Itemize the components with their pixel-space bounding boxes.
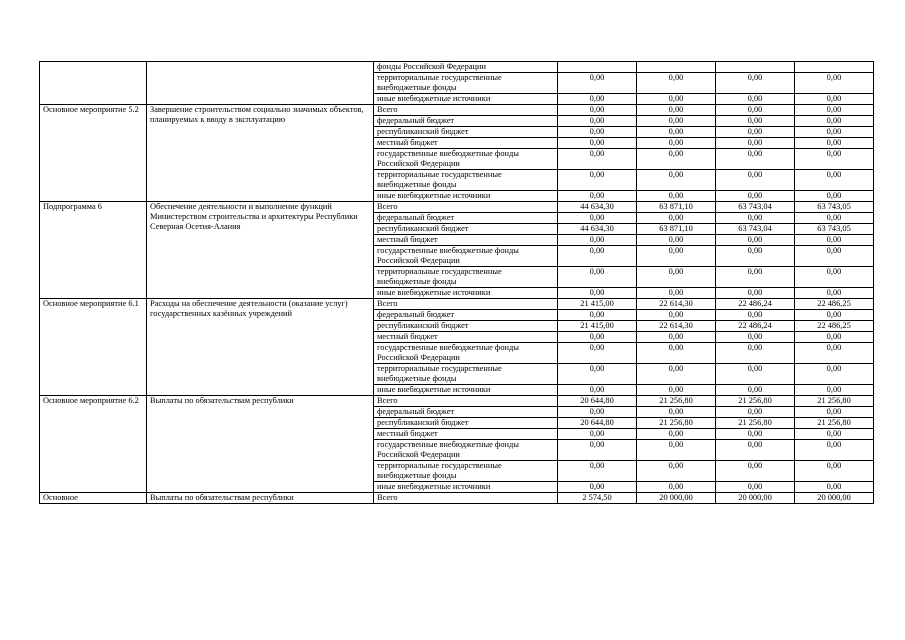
amount-cell-year-3: 21 256,80 — [716, 418, 795, 429]
amount-cell-year-3: 0,00 — [716, 73, 795, 94]
funding-source-cell: иные внебюджетные источники — [374, 191, 558, 202]
amount-cell-year-1: 0,00 — [558, 94, 637, 105]
amount-cell-year-1: 0,00 — [558, 267, 637, 288]
amount-cell-year-1: 0,00 — [558, 235, 637, 246]
amount-cell-year-1: 0,00 — [558, 429, 637, 440]
amount-cell-year-4: 0,00 — [795, 149, 874, 170]
amount-cell-year-1: 0,00 — [558, 105, 637, 116]
amount-cell-year-4: 0,00 — [795, 105, 874, 116]
table-row — [40, 202, 874, 213]
amount-cell-year-4: 0,00 — [795, 235, 874, 246]
amount-cell-year-3 — [716, 62, 795, 73]
amount-cell-year-3: 0,00 — [716, 235, 795, 246]
amount-cell-year-2: 63 871,10 — [637, 224, 716, 235]
amount-cell-year-2: 0,00 — [637, 94, 716, 105]
amount-cell-year-1: 21 415,00 — [558, 321, 637, 332]
funding-source-cell: территориальные государственные внебюджетные фонды — [374, 267, 558, 288]
program-name-cell — [147, 62, 374, 105]
amount-cell-year-2: 20 000,00 — [637, 493, 716, 504]
amount-cell-year-2: 0,00 — [637, 440, 716, 461]
amount-cell-year-4: 0,00 — [795, 440, 874, 461]
amount-cell-year-2: 0,00 — [637, 246, 716, 267]
amount-cell-year-1: 0,00 — [558, 407, 637, 418]
amount-cell-year-3: 0,00 — [716, 127, 795, 138]
amount-cell-year-4: 21 256,80 — [795, 418, 874, 429]
funding-source-cell: федеральный бюджет — [374, 213, 558, 224]
amount-cell-year-4 — [795, 62, 874, 73]
funding-source-cell: фонды Российской Федерации — [374, 62, 558, 73]
amount-cell-year-2: 0,00 — [637, 332, 716, 343]
amount-cell-year-3: 0,00 — [716, 385, 795, 396]
amount-cell-year-4: 0,00 — [795, 429, 874, 440]
amount-cell-year-3: 0,00 — [716, 246, 795, 267]
amount-cell-year-2: 0,00 — [637, 170, 716, 191]
program-label-cell: Основное мероприятие 5.2 — [40, 105, 147, 202]
amount-cell-year-1: 0,00 — [558, 170, 637, 191]
amount-cell-year-1: 0,00 — [558, 73, 637, 94]
funding-source-cell: республиканский бюджет — [374, 321, 558, 332]
amount-cell-year-2: 0,00 — [637, 116, 716, 127]
funding-source-cell: государственные внебюджетные фонды Российской Федерации — [374, 149, 558, 170]
amount-cell-year-1: 20 644,80 — [558, 396, 637, 407]
funding-source-cell: республиканский бюджет — [374, 418, 558, 429]
amount-cell-year-2: 63 871,10 — [637, 202, 716, 213]
amount-cell-year-2: 0,00 — [637, 235, 716, 246]
amount-cell-year-4: 22 486,25 — [795, 299, 874, 310]
amount-cell-year-2: 0,00 — [637, 138, 716, 149]
amount-cell-year-4: 0,00 — [795, 332, 874, 343]
amount-cell-year-2: 0,00 — [637, 127, 716, 138]
amount-cell-year-3: 0,00 — [716, 407, 795, 418]
funding-source-cell: республиканский бюджет — [374, 224, 558, 235]
funding-source-cell: территориальные государственные внебюджетные фонды — [374, 364, 558, 385]
funding-source-cell: территориальные государственные внебюджетные фонды — [374, 73, 558, 94]
amount-cell-year-1: 0,00 — [558, 213, 637, 224]
amount-cell-year-3: 22 486,24 — [716, 321, 795, 332]
amount-cell-year-1: 0,00 — [558, 246, 637, 267]
amount-cell-year-4: 0,00 — [795, 343, 874, 364]
funding-source-cell: федеральный бюджет — [374, 310, 558, 321]
amount-cell-year-4: 0,00 — [795, 310, 874, 321]
financing-table-body — [40, 62, 874, 504]
funding-source-cell: Всего — [374, 105, 558, 116]
funding-source-cell: федеральный бюджет — [374, 407, 558, 418]
program-label-cell: Подпрограмма 6 — [40, 202, 147, 299]
amount-cell-year-2: 0,00 — [637, 310, 716, 321]
amount-cell-year-1: 0,00 — [558, 138, 637, 149]
amount-cell-year-2: 0,00 — [637, 364, 716, 385]
funding-source-cell: республиканский бюджет — [374, 127, 558, 138]
amount-cell-year-4: 0,00 — [795, 116, 874, 127]
funding-source-cell: Всего — [374, 202, 558, 213]
program-name-cell: Выплаты по обязательствам республики — [147, 396, 374, 493]
amount-cell-year-1: 0,00 — [558, 482, 637, 493]
funding-source-cell: Всего — [374, 396, 558, 407]
funding-source-cell: государственные внебюджетные фонды Российской Федерации — [374, 343, 558, 364]
amount-cell-year-2: 0,00 — [637, 267, 716, 288]
program-label-cell — [40, 62, 147, 105]
amount-cell-year-4: 0,00 — [795, 461, 874, 482]
amount-cell-year-1 — [558, 62, 637, 73]
amount-cell-year-3: 0,00 — [716, 310, 795, 321]
amount-cell-year-4: 0,00 — [795, 407, 874, 418]
amount-cell-year-3: 63 743,04 — [716, 224, 795, 235]
amount-cell-year-2: 0,00 — [637, 73, 716, 94]
amount-cell-year-1: 20 644,80 — [558, 418, 637, 429]
funding-source-cell: местный бюджет — [374, 138, 558, 149]
amount-cell-year-3: 0,00 — [716, 213, 795, 224]
amount-cell-year-1: 0,00 — [558, 116, 637, 127]
amount-cell-year-3: 0,00 — [716, 288, 795, 299]
amount-cell-year-2: 0,00 — [637, 482, 716, 493]
amount-cell-year-3: 21 256,80 — [716, 396, 795, 407]
amount-cell-year-4: 0,00 — [795, 213, 874, 224]
funding-source-cell: местный бюджет — [374, 332, 558, 343]
funding-source-cell: Всего — [374, 299, 558, 310]
amount-cell-year-4: 0,00 — [795, 482, 874, 493]
amount-cell-year-4: 0,00 — [795, 288, 874, 299]
program-name-cell: Обеспечение деятельности и выполнение функций Министерством строительства и архитектуры Республики Северная Осетия-Алания — [147, 202, 374, 299]
amount-cell-year-4: 0,00 — [795, 94, 874, 105]
amount-cell-year-3: 0,00 — [716, 170, 795, 191]
table-row — [40, 62, 874, 73]
amount-cell-year-1: 0,00 — [558, 310, 637, 321]
funding-source-cell: территориальные государственные внебюджетные фонды — [374, 170, 558, 191]
amount-cell-year-4: 63 743,05 — [795, 224, 874, 235]
amount-cell-year-3: 20 000,00 — [716, 493, 795, 504]
amount-cell-year-2: 0,00 — [637, 343, 716, 364]
amount-cell-year-1: 0,00 — [558, 385, 637, 396]
amount-cell-year-3: 22 486,24 — [716, 299, 795, 310]
amount-cell-year-2: 0,00 — [637, 213, 716, 224]
amount-cell-year-2: 21 256,80 — [637, 418, 716, 429]
amount-cell-year-3: 0,00 — [716, 482, 795, 493]
amount-cell-year-1: 44 634,30 — [558, 224, 637, 235]
amount-cell-year-4: 20 000,00 — [795, 493, 874, 504]
program-label-cell: Основное мероприятие 6.2 — [40, 396, 147, 493]
amount-cell-year-1: 0,00 — [558, 461, 637, 482]
amount-cell-year-3: 63 743,04 — [716, 202, 795, 213]
amount-cell-year-1: 21 415,00 — [558, 299, 637, 310]
amount-cell-year-2: 0,00 — [637, 429, 716, 440]
amount-cell-year-3: 0,00 — [716, 440, 795, 461]
amount-cell-year-2: 22 614,30 — [637, 321, 716, 332]
amount-cell-year-2: 0,00 — [637, 191, 716, 202]
amount-cell-year-1: 2 574,50 — [558, 493, 637, 504]
amount-cell-year-2 — [637, 62, 716, 73]
amount-cell-year-2: 0,00 — [637, 288, 716, 299]
program-name-cell: Завершение строительством социально значимых объектов, планируемых к вводу в эксплуатацию — [147, 105, 374, 202]
amount-cell-year-1: 0,00 — [558, 440, 637, 461]
funding-source-cell: федеральный бюджет — [374, 116, 558, 127]
amount-cell-year-3: 0,00 — [716, 267, 795, 288]
amount-cell-year-1: 0,00 — [558, 127, 637, 138]
table-row — [40, 299, 874, 310]
amount-cell-year-1: 0,00 — [558, 149, 637, 170]
amount-cell-year-3: 0,00 — [716, 429, 795, 440]
funding-source-cell: государственные внебюджетные фонды Российской Федерации — [374, 440, 558, 461]
amount-cell-year-3: 0,00 — [716, 364, 795, 385]
amount-cell-year-4: 0,00 — [795, 364, 874, 385]
amount-cell-year-3: 0,00 — [716, 343, 795, 364]
amount-cell-year-3: 0,00 — [716, 105, 795, 116]
funding-source-cell: иные внебюджетные источники — [374, 288, 558, 299]
amount-cell-year-3: 0,00 — [716, 138, 795, 149]
funding-source-cell: иные внебюджетные источники — [374, 482, 558, 493]
amount-cell-year-1: 0,00 — [558, 332, 637, 343]
funding-source-cell: Всего — [374, 493, 558, 504]
amount-cell-year-2: 22 614,30 — [637, 299, 716, 310]
amount-cell-year-2: 0,00 — [637, 149, 716, 170]
amount-cell-year-2: 0,00 — [637, 105, 716, 116]
table-row — [40, 105, 874, 116]
amount-cell-year-4: 0,00 — [795, 138, 874, 149]
amount-cell-year-2: 0,00 — [637, 461, 716, 482]
funding-source-cell: государственные внебюджетные фонды Российской Федерации — [374, 246, 558, 267]
funding-source-cell: иные внебюджетные источники — [374, 94, 558, 105]
program-label-cell: Основное мероприятие 6.1 — [40, 299, 147, 396]
amount-cell-year-4: 0,00 — [795, 191, 874, 202]
amount-cell-year-1: 0,00 — [558, 364, 637, 385]
amount-cell-year-1: 0,00 — [558, 191, 637, 202]
amount-cell-year-4: 0,00 — [795, 127, 874, 138]
amount-cell-year-1: 44 634,30 — [558, 202, 637, 213]
amount-cell-year-3: 0,00 — [716, 461, 795, 482]
amount-cell-year-2: 21 256,80 — [637, 396, 716, 407]
amount-cell-year-4: 21 256,80 — [795, 396, 874, 407]
amount-cell-year-3: 0,00 — [716, 149, 795, 170]
amount-cell-year-4: 0,00 — [795, 267, 874, 288]
amount-cell-year-4: 63 743,05 — [795, 202, 874, 213]
amount-cell-year-1: 0,00 — [558, 343, 637, 364]
amount-cell-year-4: 0,00 — [795, 246, 874, 267]
funding-source-cell: местный бюджет — [374, 429, 558, 440]
table-row — [40, 396, 874, 407]
funding-source-cell: территориальные государственные внебюджетные фонды — [374, 461, 558, 482]
amount-cell-year-2: 0,00 — [637, 385, 716, 396]
funding-source-cell: местный бюджет — [374, 235, 558, 246]
amount-cell-year-4: 0,00 — [795, 170, 874, 191]
amount-cell-year-1: 0,00 — [558, 288, 637, 299]
funding-source-cell: иные внебюджетные источники — [374, 385, 558, 396]
financing-table — [39, 61, 874, 504]
amount-cell-year-3: 0,00 — [716, 332, 795, 343]
amount-cell-year-3: 0,00 — [716, 191, 795, 202]
amount-cell-year-3: 0,00 — [716, 94, 795, 105]
program-name-cell: Расходы на обеспечение деятельности (оказание услуг) государственных казённых учреждений — [147, 299, 374, 396]
program-label-cell: Основное — [40, 493, 147, 504]
amount-cell-year-3: 0,00 — [716, 116, 795, 127]
amount-cell-year-2: 0,00 — [637, 407, 716, 418]
program-name-cell: Выплаты по обязательствам республики — [147, 493, 374, 504]
amount-cell-year-4: 0,00 — [795, 385, 874, 396]
amount-cell-year-4: 0,00 — [795, 73, 874, 94]
amount-cell-year-4: 22 486,25 — [795, 321, 874, 332]
table-row — [40, 493, 874, 504]
